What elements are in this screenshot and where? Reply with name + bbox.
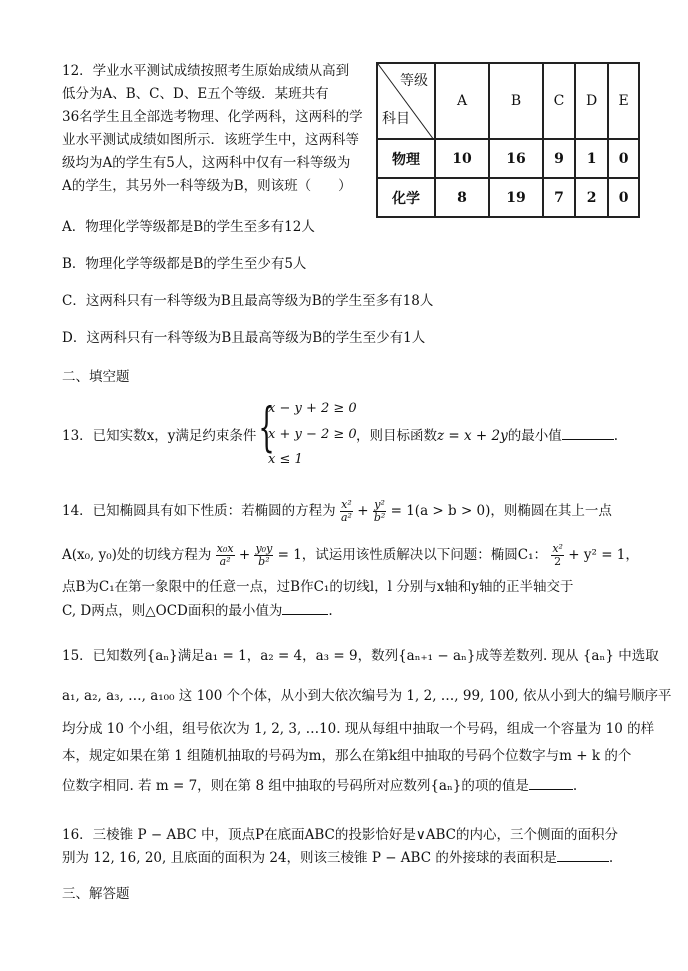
q14-line-3: 点B为C₁在第一象限中的任意一点，过B作C₁的切线l，l 分别与x轴和y轴的正半轴交于 [62,579,574,595]
q13-answer-blank [562,438,614,440]
q13-suffix-b: 的最小值 [507,428,562,444]
q14-end: . [328,603,333,619]
grade-header: B [489,63,543,139]
table-row [377,178,639,217]
q15-l5-text: 位数字相同. 若 m = 7，则在第 8 组中抽取的号码所对应数列{aₙ}的项的值是 [62,778,529,794]
q12-line-2: 低分为A、B、C、D、E五个等级．某班共有 [62,86,329,102]
q13-suffix [356,426,618,447]
q12-option-b: B．物理化学等级都是B的学生至少有5人 [62,256,307,272]
table-cell: 9 [543,139,575,178]
q13-prefix: 13．已知实数x，y满足约束条件 [62,428,257,444]
corner-grade-label: 等级 [400,73,428,89]
table-cell: 8 [435,178,489,217]
q16-line-1: 16．三棱锥 P − ABC 中，顶点P在底面ABC的投影恰好是∨ABC的内心，三个侧面的面积分 [62,827,618,843]
table-corner-cell [377,63,435,139]
section-heading-solve: 三、解答题 [62,886,130,902]
q15-line-1: 15．已知数列{aₙ}满足a₁ = 1，a₂ = 4，a₃ = 9，数列{aₙ₊₁ − aₙ}成等差数列. 现从 {aₙ} 中选取 [62,648,659,664]
q12-line-1: 12．学业水平测试成绩按照考生原始成绩从高到 [62,63,350,79]
section-heading-fill-in: 二、填空题 [62,369,130,385]
table-cell: 16 [489,139,543,178]
q14-l1-suffix: = 1(a > b > 0)，则椭圆在其上一点 [390,503,612,519]
q14-l4-text: C, D两点，则△OCD面积的最小值为 [62,603,283,619]
q16-answer-blank [557,860,609,862]
q13-end: . [613,428,619,444]
q14-line-1: 14．已知椭圆具有如下性质：若椭圆的方程为 $\frac{\text{x²}}{\text{a²}}$ + $\frac{\text{y²}}{\text{b²}}$ = 1(a > b > 0)，则椭圆在其上一点 [62,498,612,524]
q14-l2-prefix: A(x₀, y₀)处的切线方程为 [62,547,212,563]
corner-subject-label: 科目 [382,111,410,127]
q14-l1-prefix: 14．已知椭圆具有如下性质：若椭圆的方程为 [62,503,336,519]
q13-constraint-3: x ≤ 1 [268,452,303,467]
q16-end: . [608,850,614,866]
row-subject: 化学 [377,178,435,217]
fraction-y0y-b2: $\frac{\text{y₀y}}{\text{b²}}$ [255,542,273,568]
table-cell: 1 [575,139,608,178]
q12-option-c: C．这两科只有一科等级为B且最高等级为B的学生至多有18人 [62,293,434,309]
q12-line-6: A的学生，其另外一科等级为B，则该班（ ） [62,178,352,194]
fraction-y2-b2: $\frac{\text{y²}}{\text{b²}}$ [373,498,386,524]
q14-line-4 [62,601,333,622]
fraction-x0x-a2: $\frac{\text{x₀x}}{\text{a²}}$ [216,542,234,568]
q15-line-3: 均分成 10 个小组，组号依次为 1, 2, 3, …10. 现从每组中抽取一个号码，组成一个容量为 10 的样 [62,721,655,737]
grade-header: C [543,63,575,139]
q14-line-2: A(x₀, y₀)处的切线方程为 $\frac{\text{x₀x}}{\text{a²}}$ + $\frac{\text{y₀y}}{\text{b²}}$ = 1，试运用该性质解决以下问题：椭圆C₁： $\frac{\text{x²}}{2}$ + y² = 1， [62,542,639,568]
q15-answer-blank [529,788,573,790]
grade-header: A [435,63,489,139]
q16-l2-text: 别为 12, 16, 20, 且底面的面积为 24，则该三棱锥 P − ABC 的外接球的表面积是 [62,850,557,866]
table-cell: 2 [575,178,608,217]
q12-option-a: A．物理化学等级都是B的学生至多有12人 [62,219,315,235]
row-subject: 物理 [377,139,435,178]
table-cell: 7 [543,178,575,217]
q15-end: . [572,778,578,794]
q13-suffix-a: ，则目标函数 [356,428,437,444]
q12-option-d: D．这两科只有一科等级为B且最高等级为B的学生至少有1人 [62,330,426,346]
q13-objective: z = x + 2y [437,428,508,444]
q15-line-4: 本，规定如果在第 1 组随机抽取的号码为m，那么在第k组中抽取的号码个位数字与m + k 的个 [62,748,632,764]
q15-line-2: a₁, a₂, a₃, …, a₁₀₀ 这 100 个个体，从小到大依次编号为 1, 2, …, 99, 100, 依从小到大的编号顺序平 [62,688,672,704]
table-cell: 10 [435,139,489,178]
fraction-x2-2: $\frac{\text{x²}}{2}$ [552,542,563,568]
q13-constraint-1: x − y + 2 ≥ 0 [268,401,357,416]
grade-header: D [575,63,608,139]
grade-header: E [608,63,639,139]
fraction-x2-a2: $\frac{\text{x²}}{\text{a²}}$ [340,498,352,524]
table-cell: 0 [608,178,639,217]
q12-line-3: 36名学生且全部选考物理、化学两科，这两科的学 [62,109,363,125]
q12-line-5: 级均为A的学生有5人，这两科中仅有一科等级为 [62,155,351,171]
q12-line-4: 业水平测试成绩如图所示．该班学生中，这两科等 [62,132,359,148]
grade-table [376,62,640,218]
q13-constraint-2: x + y − 2 ≥ 0 [268,427,357,442]
constraint-brace: { [258,398,275,458]
q14-l2-mid: = 1，试运用该性质解决以下问题：椭圆C₁： [277,547,548,563]
table-cell: 0 [608,139,639,178]
q14-answer-blank [282,613,328,615]
q15-line-5 [62,776,577,797]
q14-l2-suffix: + y² = 1， [568,547,639,563]
table-cell: 19 [489,178,543,217]
q16-line-2 [62,848,613,869]
table-row [377,139,639,178]
